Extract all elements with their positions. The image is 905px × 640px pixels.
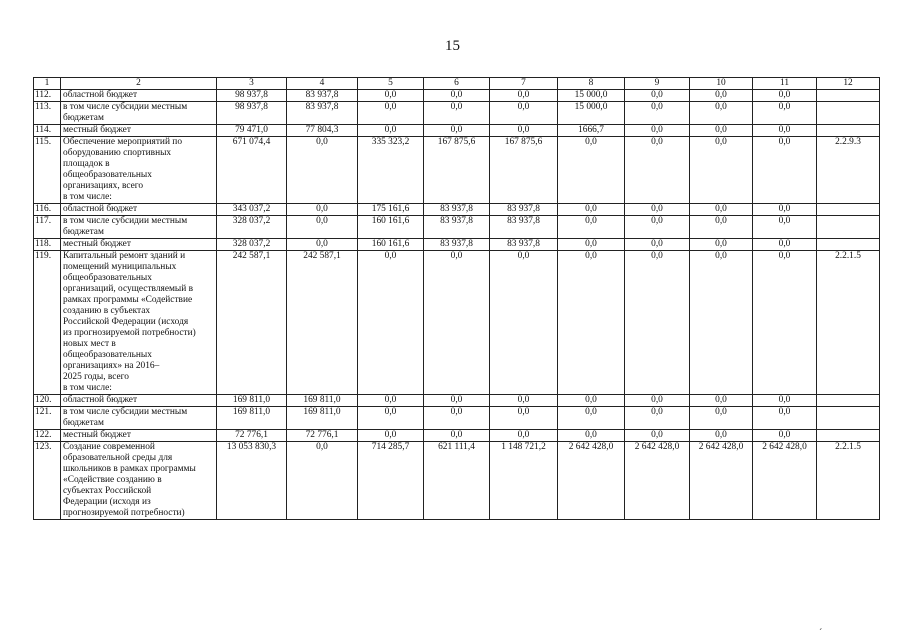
table-row [34,90,880,102]
value-cell: 0,0 [753,102,817,125]
value-cell: 0,0 [753,239,817,251]
program-code [817,216,880,239]
description-line: 2025 годы, всего [63,372,129,382]
row-description [61,251,217,395]
program-code [817,90,880,102]
value-cell: 0,0 [424,395,490,407]
value-cell: 0,0 [358,395,424,407]
description-line: Обеспечение мероприятий по [63,137,183,147]
program-code: 2.2.1.5 [817,251,880,395]
column-header: 8 [558,78,625,90]
value-cell: 72 776,1 [217,430,287,442]
column-header: 2 [61,78,217,90]
value-cell: 0,0 [424,102,490,125]
row-number: 119. [34,251,61,395]
value-cell: 1 148 721,2 [490,442,558,520]
value-cell: 160 161,6 [358,216,424,239]
value-cell: 0,0 [625,251,690,395]
value-cell: 83 937,8 [424,216,490,239]
value-cell: 83 937,8 [424,239,490,251]
table-row [34,430,880,442]
value-cell: 242 587,1 [287,251,358,395]
description-line: организациях» на 2016– [63,361,160,371]
value-cell: 621 111,4 [424,442,490,520]
description-line: в том числе субсидии местным [63,102,188,112]
column-header: 11 [753,78,817,90]
description-line: областной бюджет [63,204,138,214]
value-cell: 0,0 [753,430,817,442]
value-cell: 0,0 [625,125,690,137]
program-code: 2.2.9.3 [817,137,880,204]
description-line: организаций, осуществляемый в [63,284,194,294]
value-cell: 167 875,6 [490,137,558,204]
program-code [817,125,880,137]
value-cell: 0,0 [625,395,690,407]
description-line: школьников в рамках программы [63,464,196,474]
value-cell: 0,0 [625,430,690,442]
value-cell: 0,0 [690,407,753,430]
value-cell: 83 937,8 [287,90,358,102]
value-cell: 0,0 [358,102,424,125]
row-number: 118. [34,239,61,251]
description-line: субъектах Российской [63,486,152,496]
value-cell: 2 642 428,0 [558,442,625,520]
description-line: площадок в [63,159,110,169]
value-cell: 83 937,8 [490,204,558,216]
description-line: рамках программы «Содействие [63,295,193,305]
value-cell: 0,0 [558,204,625,216]
value-cell: 0,0 [690,430,753,442]
value-cell: 169 811,0 [287,395,358,407]
column-header: 7 [490,78,558,90]
value-cell: 0,0 [625,239,690,251]
value-cell: 0,0 [358,251,424,395]
table-row [34,204,880,216]
value-cell: 0,0 [287,204,358,216]
value-cell: 0,0 [690,125,753,137]
description-line: в том числе: [63,192,112,202]
value-cell: 0,0 [690,137,753,204]
program-code [817,102,880,125]
header-row [34,78,880,90]
row-number: 112. [34,90,61,102]
value-cell: 0,0 [625,204,690,216]
value-cell: 714 285,7 [358,442,424,520]
value-cell: 0,0 [753,204,817,216]
value-cell: 0,0 [424,430,490,442]
bottom-mark: ´ [819,628,823,639]
value-cell: 0,0 [753,251,817,395]
description-line: новых мест в [63,339,116,349]
description-line: Капитальный ремонт зданий и [63,251,186,261]
row-number: 117. [34,216,61,239]
value-cell: 0,0 [690,395,753,407]
value-cell: 0,0 [558,251,625,395]
description-line: бюджетам [63,113,104,123]
row-description [61,204,217,216]
table-row [34,125,880,137]
value-cell: 0,0 [490,102,558,125]
value-cell: 2 642 428,0 [753,442,817,520]
column-header: 10 [690,78,753,90]
description-line: оборудованию спортивных [63,148,172,158]
value-cell: 0,0 [558,216,625,239]
table-row [34,137,880,204]
value-cell: 98 937,8 [217,90,287,102]
program-code [817,395,880,407]
description-line: областной бюджет [63,90,138,100]
value-cell: 0,0 [558,407,625,430]
row-number: 120. [34,395,61,407]
value-cell: 0,0 [490,90,558,102]
page-number: 15 [445,38,460,54]
row-description [61,216,217,239]
value-cell: 0,0 [490,407,558,430]
description-line: организациях, всего [63,181,144,191]
description-line: образовательной среды для [63,453,173,463]
value-cell: 0,0 [625,407,690,430]
description-line: местный бюджет [63,430,131,440]
row-description [61,407,217,430]
table-row [34,216,880,239]
program-code [817,239,880,251]
row-description [61,90,217,102]
description-line: «Содействие созданию в [63,475,162,485]
value-cell: 15 000,0 [558,102,625,125]
value-cell: 0,0 [558,137,625,204]
budget-table [33,77,880,520]
value-cell: 0,0 [358,407,424,430]
value-cell: 0,0 [358,90,424,102]
value-cell: 0,0 [690,239,753,251]
value-cell: 0,0 [287,442,358,520]
table-row [34,442,880,520]
value-cell: 0,0 [625,90,690,102]
column-header: 3 [217,78,287,90]
row-number: 116. [34,204,61,216]
value-cell: 0,0 [690,204,753,216]
column-header: 5 [358,78,424,90]
value-cell: 335 323,2 [358,137,424,204]
value-cell: 13 053 830,3 [217,442,287,520]
value-cell: 328 037,2 [217,216,287,239]
table-row [34,395,880,407]
row-description [61,442,217,520]
value-cell: 0,0 [490,125,558,137]
description-line: бюджетам [63,418,104,428]
description-line: в том числе субсидии местным [63,407,188,417]
value-cell: 72 776,1 [287,430,358,442]
description-line: созданию в субъектах [63,306,151,316]
description-line: областной бюджет [63,395,138,405]
row-description [61,137,217,204]
value-cell: 242 587,1 [217,251,287,395]
table-row [34,102,880,125]
value-cell: 160 161,6 [358,239,424,251]
value-cell: 0,0 [287,137,358,204]
value-cell: 0,0 [753,125,817,137]
value-cell: 1666,7 [558,125,625,137]
value-cell: 83 937,8 [287,102,358,125]
value-cell: 83 937,8 [424,204,490,216]
value-cell: 0,0 [358,125,424,137]
description-line: помещений муниципальных [63,262,177,272]
value-cell: 0,0 [490,430,558,442]
description-line: бюджетам [63,227,104,237]
program-code [817,430,880,442]
value-cell: 328 037,2 [217,239,287,251]
value-cell: 0,0 [424,90,490,102]
value-cell: 0,0 [424,251,490,395]
description-line: из прогнозируемой потребности) [63,328,196,338]
value-cell: 2 642 428,0 [690,442,753,520]
description-line: в том числе субсидии местным [63,216,188,226]
value-cell: 79 471,0 [217,125,287,137]
value-cell: 0,0 [690,90,753,102]
value-cell: 0,0 [753,137,817,204]
description-line: Российской Федерации (исходя [63,317,189,327]
value-cell: 0,0 [424,125,490,137]
row-description [61,125,217,137]
description-line: общеобразовательных [63,170,152,180]
row-number: 123. [34,442,61,520]
value-cell: 0,0 [753,407,817,430]
value-cell: 0,0 [625,216,690,239]
value-cell: 0,0 [753,395,817,407]
description-line: местный бюджет [63,239,131,249]
value-cell: 0,0 [424,407,490,430]
description-line: Создание современной [63,442,155,452]
description-line: прогнозируемой потребности) [63,508,185,518]
value-cell: 0,0 [490,251,558,395]
table-row [34,239,880,251]
value-cell: 0,0 [625,102,690,125]
value-cell: 175 161,6 [358,204,424,216]
row-description [61,430,217,442]
value-cell: 169 811,0 [217,395,287,407]
description-line: Федерации (исходя из [63,497,151,507]
table-row [34,407,880,430]
value-cell: 0,0 [558,395,625,407]
column-header: 12 [817,78,880,90]
value-cell: 2 642 428,0 [625,442,690,520]
program-code [817,204,880,216]
row-number: 114. [34,125,61,137]
value-cell: 169 811,0 [217,407,287,430]
column-header: 9 [625,78,690,90]
value-cell: 15 000,0 [558,90,625,102]
value-cell: 77 804,3 [287,125,358,137]
row-description [61,102,217,125]
description-line: общеобразовательных [63,273,152,283]
value-cell: 343 037,2 [217,204,287,216]
value-cell: 83 937,8 [490,216,558,239]
value-cell: 0,0 [558,430,625,442]
program-code [817,407,880,430]
value-cell: 0,0 [358,430,424,442]
table-row [34,251,880,395]
value-cell: 0,0 [625,137,690,204]
value-cell: 0,0 [690,251,753,395]
row-description [61,239,217,251]
description-line: в том числе: [63,383,112,393]
row-number: 122. [34,430,61,442]
column-header: 6 [424,78,490,90]
value-cell: 0,0 [690,102,753,125]
description-line: общеобразовательных [63,350,152,360]
value-cell: 0,0 [753,90,817,102]
row-number: 121. [34,407,61,430]
value-cell: 0,0 [753,216,817,239]
value-cell: 0,0 [690,216,753,239]
value-cell: 98 937,8 [217,102,287,125]
row-number: 113. [34,102,61,125]
value-cell: 169 811,0 [287,407,358,430]
value-cell: 167 875,6 [424,137,490,204]
column-header: 1 [34,78,61,90]
value-cell: 0,0 [558,239,625,251]
value-cell: 83 937,8 [490,239,558,251]
value-cell: 671 074,4 [217,137,287,204]
row-description [61,395,217,407]
description-line: местный бюджет [63,125,131,135]
value-cell: 0,0 [287,239,358,251]
row-number: 115. [34,137,61,204]
value-cell: 0,0 [490,395,558,407]
column-header: 4 [287,78,358,90]
value-cell: 0,0 [287,216,358,239]
program-code: 2.2.1.5 [817,442,880,520]
